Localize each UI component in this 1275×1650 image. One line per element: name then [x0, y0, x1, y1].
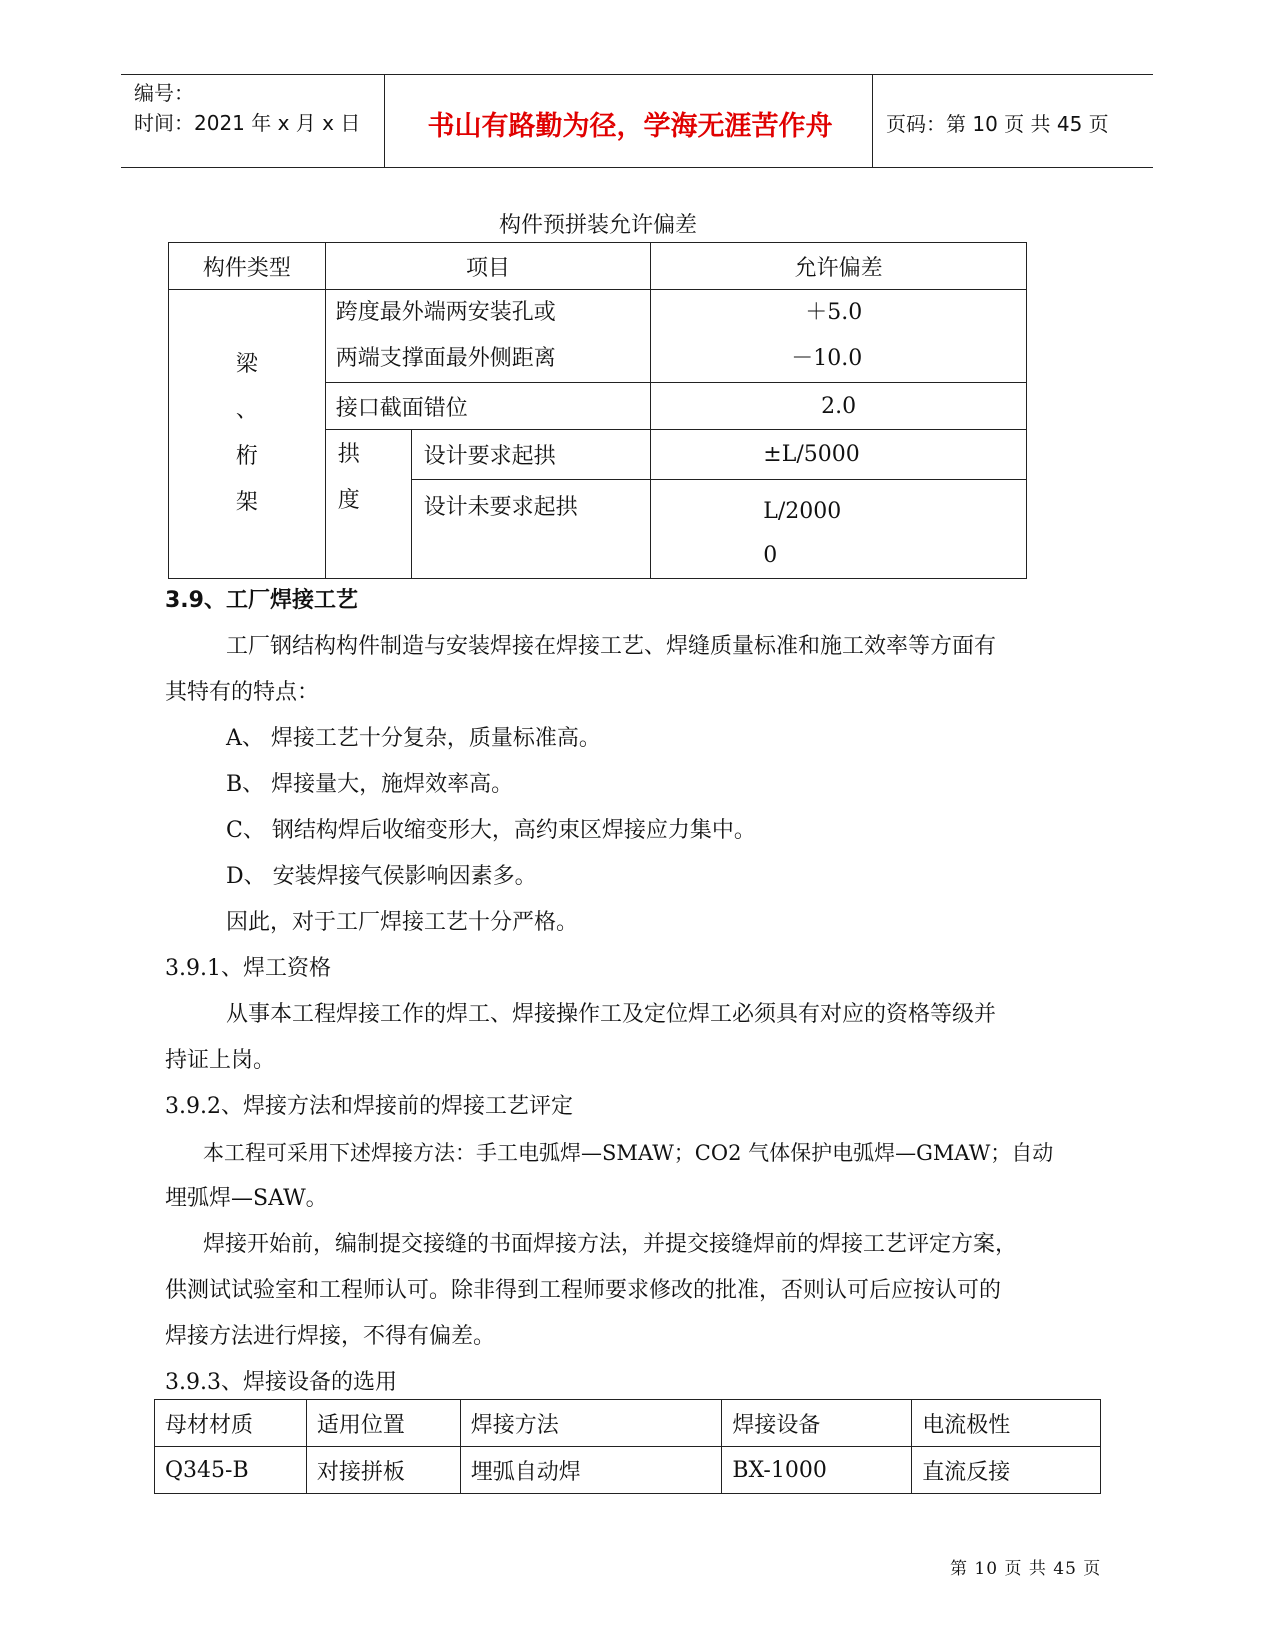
component-type-char: 梁: [235, 352, 258, 377]
list-item: B、 焊接量大，施焊效率高。: [226, 772, 514, 797]
table-header-cell: 电流极性: [912, 1400, 1101, 1447]
table-header-cell: 焊接设备: [722, 1400, 912, 1447]
date-label: 时间：2021 年 x 月 x 日: [134, 111, 361, 135]
item-text: 跨度最外端两安装孔或: [335, 300, 556, 325]
table-header-cell: 项目: [325, 243, 651, 290]
table-header-cell: 母材材质: [155, 1400, 307, 1447]
tolerance-value: ＋5.0: [805, 300, 863, 325]
camber-char: 拱: [337, 442, 360, 467]
paragraph-line: 供测试试验室和工程师认可。除非得到工程师要求修改的批准，否则认可后应按认可的: [165, 1278, 1002, 1303]
paragraph-line: 因此，对于工厂焊接工艺十分严格。: [226, 910, 579, 935]
tolerance-cell: [651, 290, 1027, 383]
table-cell: Q345-B: [155, 1447, 307, 1494]
table-header-cell: 允许偏差: [651, 243, 1027, 290]
serial-label: 编号：: [134, 81, 194, 105]
paragraph-line: 埋弧焊—SAW。: [165, 1186, 328, 1211]
camber-cell: [325, 430, 411, 579]
list-item: D、 安装焊接气侯影响因素多。: [226, 864, 537, 889]
paragraph-line: 焊接方法进行焊接，不得有偏差。: [165, 1324, 496, 1349]
item-cell: [325, 290, 651, 383]
item-cell: 设计要求起拱: [411, 430, 651, 480]
component-type-cell: [169, 290, 326, 579]
subsection-heading: 3.9.3、焊接设备的选用: [165, 1370, 397, 1395]
component-type-char: 、: [235, 398, 258, 423]
item-text: 两端支撑面最外侧距离: [335, 346, 556, 371]
paragraph-line: 本工程可采用下述焊接方法：手工电弧焊—SMAW；CO2 气体保护电弧焊—GMAW；自动: [203, 1141, 1054, 1165]
welding-equipment-table: [154, 1399, 1101, 1494]
table-header-cell: 构件类型: [169, 243, 326, 290]
subsection-heading: 3.9.2、焊接方法和焊接前的焊接工艺评定: [165, 1094, 573, 1119]
header-page-info: 页码：第 10 页 共 45 页: [886, 112, 1109, 136]
item-cell: 设计未要求起拱: [411, 480, 651, 579]
table-cell: 埋弧自动焊: [460, 1447, 722, 1494]
paragraph-line: 从事本工程焊接工作的焊工、焊接操作工及定位焊工必须具有对应的资格等级并: [226, 1002, 997, 1027]
subsection-heading: 3.9.1、焊工资格: [165, 956, 331, 981]
header-divider: [384, 75, 385, 168]
table-cell: 对接拼板: [306, 1447, 460, 1494]
item-cell: 接口截面错位: [325, 383, 651, 430]
table-caption: 构件预拼装允许偏差: [498, 213, 697, 238]
component-type-char: 桁: [235, 444, 258, 469]
paragraph-line: 持证上岗。: [165, 1048, 276, 1073]
list-item: C、 钢结构焊后收缩变形大，高约束区焊接应力集中。: [226, 818, 756, 843]
header-bottom-rule: [121, 167, 1153, 168]
tolerance-cell: 2.0: [651, 383, 1027, 430]
paragraph-line: 焊接开始前，编制提交接缝的书面焊接方法，并提交接缝焊前的焊接工艺评定方案，: [203, 1232, 1018, 1257]
table-header-cell: 焊接方法: [460, 1400, 722, 1447]
table-cell: BX-1000: [722, 1447, 912, 1494]
table-header-cell: 适用位置: [306, 1400, 460, 1447]
list-item: A、 焊接工艺十分复杂，质量标准高。: [226, 726, 601, 751]
paragraph-line: 其特有的特点：: [165, 680, 320, 705]
table-cell: 直流反接: [912, 1447, 1101, 1494]
tolerance-table: [168, 242, 1027, 579]
page-footer: 第 10 页 共 45 页: [950, 1559, 1102, 1579]
header-motto: 书山有路勤为径，学海无涯苦作舟: [427, 111, 833, 142]
tolerance-value: L/2000: [763, 499, 842, 524]
tolerance-value: －10.0: [791, 346, 863, 371]
tolerance-cell: [651, 480, 1027, 579]
header-left: [134, 78, 360, 138]
paragraph-line: 工厂钢结构构件制造与安装焊接在焊接工艺、焊缝质量标准和施工效率等方面有: [226, 634, 997, 659]
tolerance-cell: ±L/5000: [651, 430, 1027, 480]
tolerance-value: 0: [763, 543, 778, 568]
header-top-rule: [121, 74, 1153, 75]
section-heading: 3.9、工厂焊接工艺: [165, 588, 358, 613]
component-type-char: 架: [235, 490, 258, 515]
camber-char: 度: [337, 488, 360, 513]
